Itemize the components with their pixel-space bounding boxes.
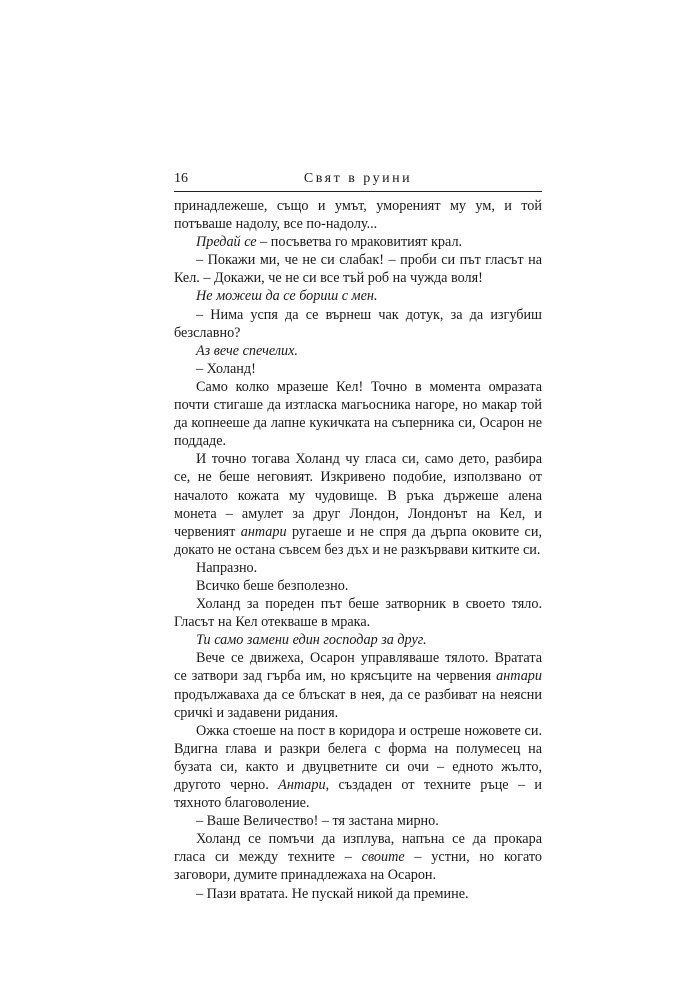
paragraph	[174, 306, 542, 342]
italic-text: Аз вече спечелих.	[196, 342, 298, 359]
text-run: Вече се движеха, Осарон управляваше тялото. Вратата се затвори зад гърба им, но крясъците на червения	[174, 650, 542, 685]
paragraph	[174, 251, 542, 287]
text-run: ругаеше и не спря да дърпа оковите си, докато не остана съвсем без дъх и не разкървави китките си.	[174, 523, 542, 558]
paragraph	[174, 631, 542, 649]
italic-text: Не можеш да се бориш с мен.	[196, 288, 378, 305]
text-run: – Нима успя да се върнеш чак дотук, за да изгубиш безславно?	[174, 306, 542, 341]
text-run: принадлежеше, също и умът, умореният му ум, и той потъваше	[174, 198, 542, 233]
paragraph	[174, 342, 542, 360]
text-run: – Ваше Величество! – тя застана мирно.	[196, 813, 439, 830]
text-run: Само колко мразеше Кел! Точно в момента омразата почти стигаше да изтласка магьосника нагоре, но макар той да копнееше да лапне кукичката на съперника си, Осарон не поддаде.	[174, 378, 542, 450]
paragraph	[174, 722, 542, 812]
text-run: , създаден от техните ръце – и тяхното благоволение.	[174, 777, 542, 812]
paragraph	[174, 378, 542, 450]
italic-text: Антари	[278, 777, 326, 793]
italic-text: антари	[496, 668, 542, 685]
text-run: Напразно.	[196, 559, 258, 576]
paragraph	[174, 450, 542, 559]
page-number: 16	[174, 171, 188, 186]
italic-text: Предай се	[196, 234, 257, 251]
text-run: – Пази вратата. Не пускай никой да премине.	[196, 885, 469, 902]
text-run: – Холанд!	[196, 360, 256, 377]
text-run: Холанд се помъчи да изплува, напъна се да прокара гласа си между техните –	[174, 831, 542, 866]
text-run: Ожка стоеше на пост в коридора и остреше ножовете си. Вдигна глава и разкри белега с форма на полумесец на бузата си, както и двуцветните си очи – едното жълто, другото черно.	[174, 722, 542, 793]
running-title: Свят в руини	[303, 171, 413, 186]
italic-text: Ти само замени един господар за друг.	[196, 632, 427, 649]
paragraph	[174, 287, 542, 305]
text-run: Всичко беше безполезно.	[196, 577, 349, 594]
text-run: – Покажи ми, че не си слабак! – проби си път гласът на Кел. – Докажи, че не си все тъй роб на чужда воля!	[174, 252, 542, 287]
paragraph	[174, 559, 542, 577]
italic-text: своите	[361, 849, 405, 866]
paragraph	[174, 595, 542, 631]
paragraph	[174, 197, 542, 233]
paragraph	[174, 577, 542, 595]
running-header	[174, 171, 542, 192]
paragraph	[174, 885, 542, 903]
text-run: – устни, но когато заговори, думите принадлежаха на Осарон.	[174, 849, 543, 884]
paragraph	[174, 649, 542, 721]
body-text	[174, 197, 542, 903]
italic-text: антари	[240, 523, 287, 540]
text-run: И точно тогава Холанд чу гласа си, само дето, разбира се, не беше неговият. Изкривено подобие, използвано от началото кожата му чудовище. В ръка държеше алена монета – амулет за друг Лондон, Лондонът на Кел, и червеният	[174, 451, 542, 540]
text-run: надолу, все по-надолу...	[235, 216, 378, 233]
paragraph	[174, 812, 542, 830]
paragraph	[174, 233, 542, 251]
text-run: – посъветва го мраковитият крал.	[256, 234, 463, 251]
text-run: продължаваха да се блъскат в нея, да се разбиват на неясни сричкi и задавени ридания.	[174, 686, 542, 721]
paragraph	[174, 360, 542, 378]
text-run: Холанд за пореден път беше затворник в своето тяло. Гласът на Кел отекваше в мрака.	[174, 596, 542, 631]
paragraph	[174, 830, 542, 884]
